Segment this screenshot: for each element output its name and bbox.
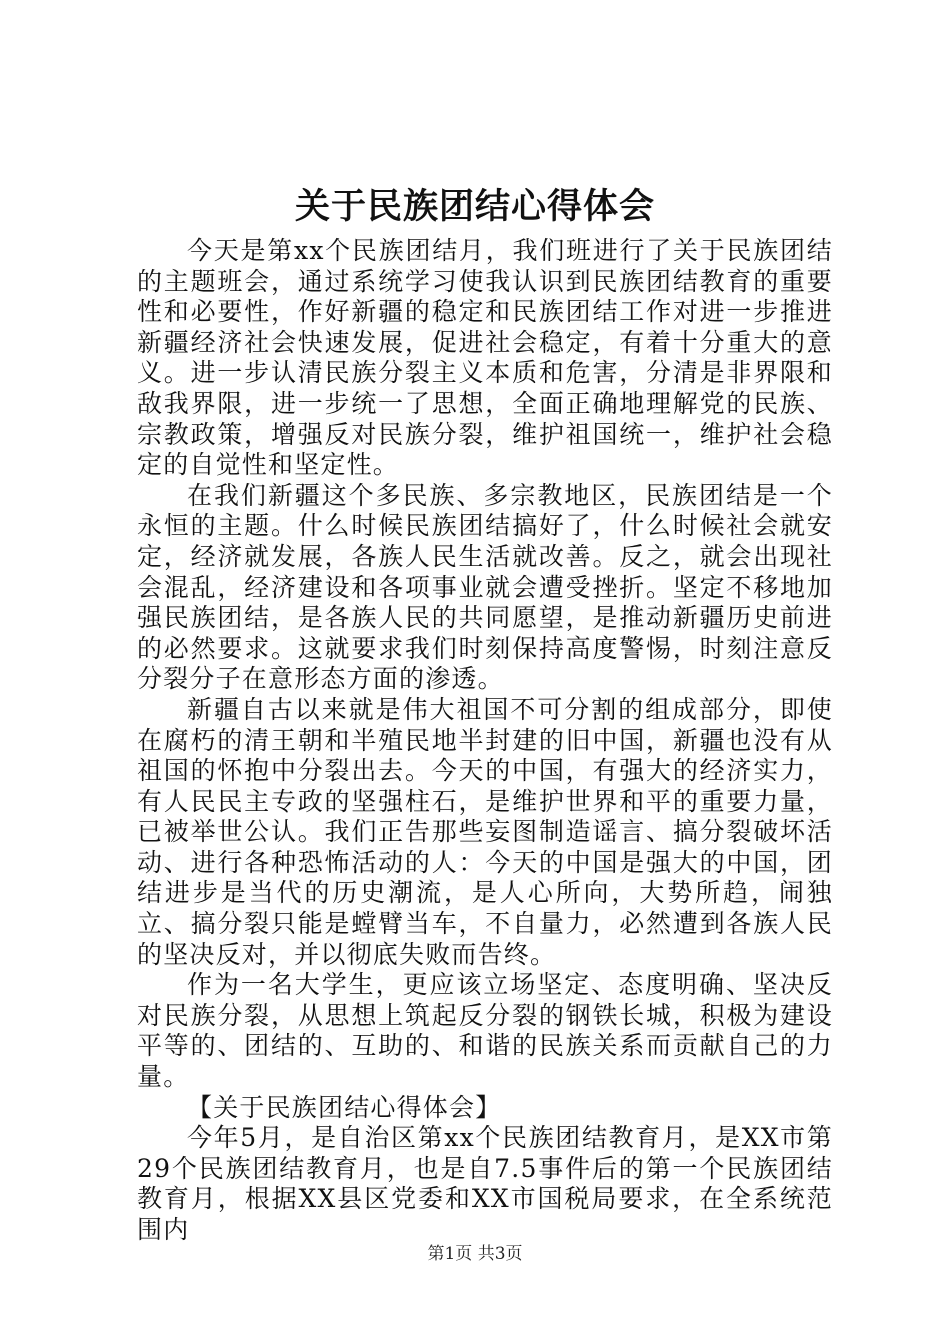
document-title: 关于民族团结心得体会 (294, 186, 655, 227)
paragraph-4: 作为一名大学生，更应该立场坚定、态度明确、坚决反对民族分裂，从思想上筑起反分裂的钢铁长城，积极为建设平等的、团结的、互助的、和谐的民族关系而贡献自己的力量。 (137, 970, 833, 1092)
paragraph-5: 今年5月，是自治区第xx个民族团结教育月，是XX市第29个民族团结教育月，也是自7.5事件后的第一个民族团结教育月，根据XX县区党委和XX市国税局要求，在全系统范围内 (137, 1123, 833, 1244)
paragraph-2: 在我们新疆这个多民族、多宗教地区，民族团结是一个永恒的主题。什么时候民族团结搞好了，什么时候社会就安定，经济就发展，各族人民生活就改善。反之，就会出现社会混乱，经济建设和各项事业就会遭受挫折。坚定不移地加强民族团结，是各族人民的共同愿望，是推动新疆历史前进的必然要求。这就要求我们时刻保持高度警惕，时刻注意反分裂分子在意形态方面的渗透。 (137, 480, 833, 694)
page-footer: 第1页 共3页 (427, 1244, 523, 1264)
paragraph-1: 今天是第xx个民族团结月，我们班进行了关于民族团结的主题班会，通过系统学习使我认识到民族团结教育的重要性和必要性，作好新疆的稳定和民族团结工作对进一步推进新疆经济社会快速发展，促进社会稳定，有着十分重大的意义。进一步认清民族分裂主义本质和危害，分清是非界限和敌我界限，进一步统一了思想，全面正确地理解党的民族、宗教政策，增强反对民族分裂，维护祖国统一，维护社会稳定的自觉性和坚定性。 (137, 236, 833, 480)
document-body (137, 236, 833, 1246)
section-heading: 【关于民族团结心得体会】 (187, 1092, 502, 1122)
paragraph-3: 新疆自古以来就是伟大祖国不可分割的组成部分，即使在腐朽的清王朝和半殖民地半封建的旧中国，新疆也没有从祖国的怀抱中分裂出去。今天的中国，有强大的经济实力，有人民民主专政的坚强柱石，是维护世界和平的重要力量，已被举世公认。我们正告那些妄图制造谣言、搞分裂破坏活动、进行各种恐怖活动的人：今天的中国是强大的中国，团结进步是当代的历史潮流，是人心所向，大势所趋，闹独立、搞分裂只能是螳臂当车，不自量力，必然遭到各族人民的坚决反对，并以彻底失败而告终。 (137, 694, 833, 969)
